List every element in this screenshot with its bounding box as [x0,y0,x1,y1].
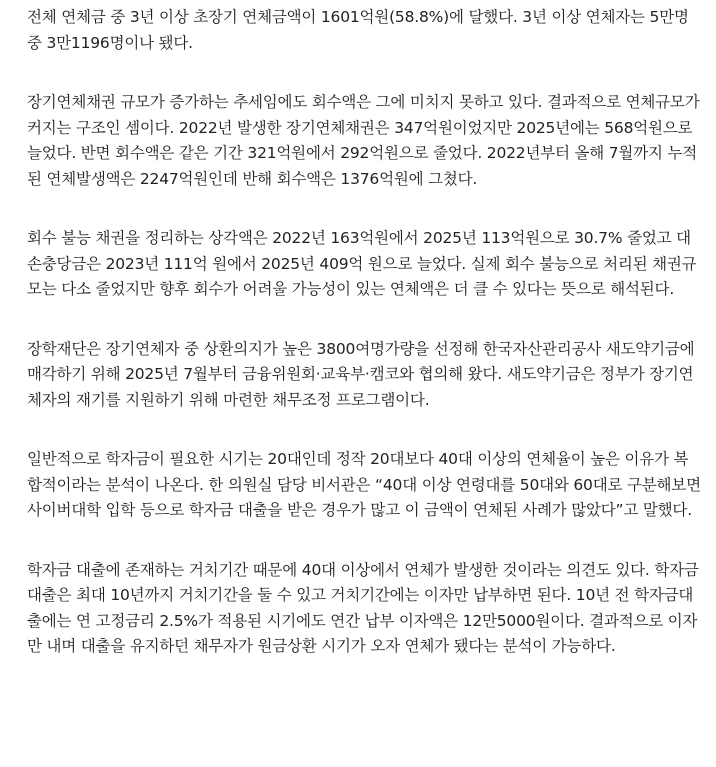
article-body [27,5,703,660]
paragraph-grace-period: 학자금 대출에 존재하는 거치기간 때문에 40대 이상에서 연체가 발생한 것이라는 의견도 있다. 학자금 대출은 최대 10년까지 거치기간을 둘 수 있고 거치기간에는 이자만 납부하면 된다. 10년 전 학자금대출에는 연 고정금리 2.5%가 적용된 시기에도 연간 납부 이자액은 12만5000원이다. 결과적으로 이자만 내며 대출을 유지하던 채무자가 원금상환 시기가 오자 연체가 됐다는 분석이 가능하다. [27,560,699,655]
paragraph-age-analysis: 일반적으로 학자금이 필요한 시기는 20대인데 정작 20대보다 40대 이상의 연체율이 높은 이유가 복합적이라는 분석이 나온다. 한 의원실 담당 비서관은 “40대 이상 연령대를 50대와 60대로 구분해보면 사이버대학 입학 등으로 학자금 대출을 받은 경우가 많고 이 금액이 연체된 사례가 많았다”고 말했다. [27,450,701,519]
paragraph-write-off-and-allowance: 회수 불능 채권을 정리하는 상각액은 2022년 163억원에서 2025년 113억원으로 30.7% 줄었고 대손충당금은 2023년 111억 원에서 2025년 409억 원으로 늘었다. 실제 회수 불능으로 처리된 채권규모는 다소 줄었지만 향후 회수가 어려울 가능성이 있는 연체액은 더 클 수 있다는 뜻으로 해석된다. [27,229,697,298]
paragraph-long-term-overdue-trend: 장기연체채권 규모가 증가하는 추세임에도 회수액은 그에 미치지 못하고 있다. 결과적으로 연체규모가 커지는 구조인 셈이다. 2022년 발생한 장기연체채권은 347억원이었지만 2025년에는 568억원으로 늘었다. 반면 회수액은 같은 기간 321억원에서 292억원으로 줄었다. 2022년부터 올해 7월까지 누적된 연체발생액은 2247억원인데 반해 회수액은 1376억원에 그쳤다. [27,93,700,188]
paragraph-overdue-summary: 전체 연체금 중 3년 이상 초장기 연체금액이 1601억원(58.8%)에 달했다. 3년 이상 연체자는 5만명 중 3만1196명이나 됐다. [27,8,689,52]
paragraph-new-leap-fund: 장학재단은 장기연체자 중 상환의지가 높은 3800여명가량을 선정해 한국자산관리공사 새도약기금에 매각하기 위해 2025년 7월부터 금융위원회·교육부·캠코와 협의해 왔다. 새도약기금은 정부가 장기연체자의 재기를 지원하기 위해 마련한 채무조정 프로그램이다. [27,339,695,409]
